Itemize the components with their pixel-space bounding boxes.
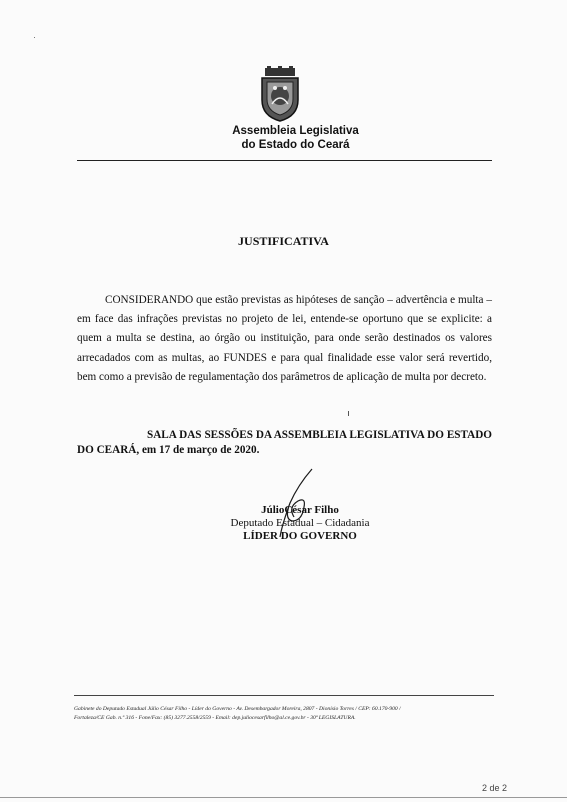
footer-divider	[74, 695, 494, 696]
page-number: 2 de 2	[482, 783, 508, 793]
page-bottom-border	[0, 797, 567, 798]
session-paragraph: SALA DAS SESSÕES DA ASSEMBLEIA LEGISLATIVA DO ESTADO DO CEARÁ, em 17 de março de 2020.	[77, 429, 492, 456]
footer-line1: Gabinete do Deputado Estadual Júlio César Filho - Líder do Governo - Av. Desembargador Moreira, 2807 - Dionísio Torres / CEP: 60.170-900 /	[74, 706, 401, 712]
signatory-name: JúlioCésar Filho	[261, 504, 339, 516]
signatory-position: LÍDER DO GOVERNO	[243, 530, 357, 542]
coat-of-arms-icon	[259, 66, 301, 122]
scan-speck	[34, 37, 35, 38]
org-name-line2: do Estado do Ceará	[241, 139, 350, 151]
justification-paragraph: CONSIDERANDO que estão previstas as hipóteses de sanção – advertência e multa – em face das infrações previstas no projeto de lei, entende-se oportuno que se explicite: a quem a multa se destina, ao órgão ou instituição, para onde serão destinados os valores arrecadados com as multas, ao FUNDES e para qual finalidade esse valor será revertido, bem como a previsão de regulamentação dos parâmetros de aplicação de multa por decreto.	[77, 294, 492, 383]
document-title: JUSTIFICATIVA	[238, 234, 329, 248]
scan-mark	[348, 411, 349, 416]
signatory-role: Deputado Estadual – Cidadania	[230, 517, 370, 529]
footer-line2: Fortaleza/CE Gab. n.º 316 - Fone/Fax: (85) 3277.2558/2559 - Email: dep.juliocesarfilho@al.ce.gov.br - 30ª LEGISLATURA.	[74, 715, 356, 721]
header-divider	[77, 160, 492, 161]
org-name-line1: Assembleia Legislativa	[232, 125, 359, 137]
footer-address	[74, 705, 494, 723]
